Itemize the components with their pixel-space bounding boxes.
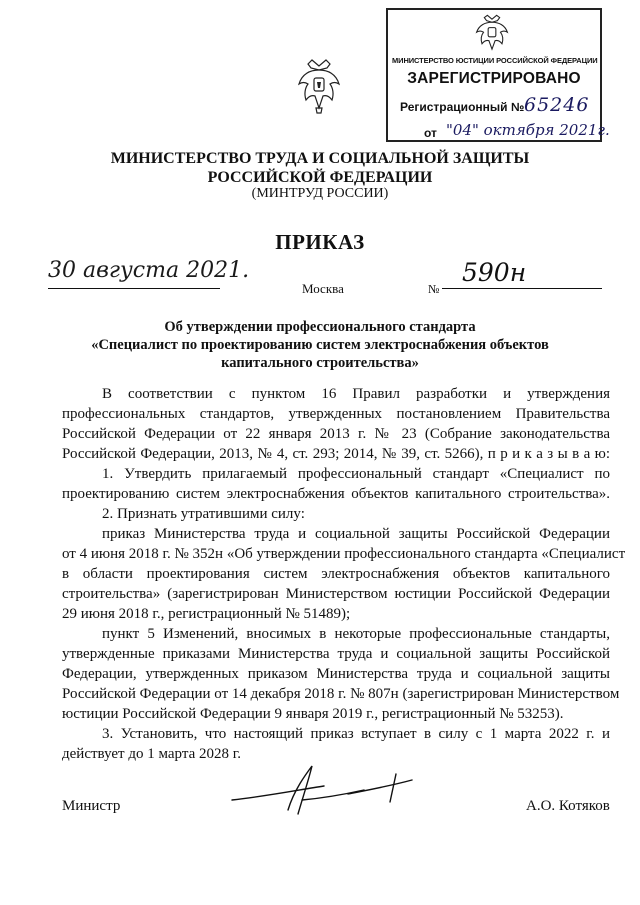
stamp-coat-of-arms-icon <box>474 13 510 53</box>
body-line: строительства» (зарегистрирован Министерством юстиции Российской Федерации <box>62 586 610 602</box>
body-line: юстиции Российской Федерации 9 января 2019 г., регистрационный № 53253). <box>62 706 564 722</box>
body-line: в области проектирования систем электроснабжения объектов капитального <box>62 566 610 582</box>
body-line: проектированию систем электроснабжения объектов капитального строительства». <box>62 486 610 502</box>
signer-role: Министр <box>62 798 121 814</box>
body-line: 29 июня 2018 г., регистрационный № 51489); <box>62 606 351 622</box>
order-number: 590н <box>462 258 527 287</box>
body-line: Российской Федерации от 14 декабря 2018 г. № 807н (зарегистрирован Министерством <box>62 686 620 702</box>
body-line: 2. Признать утратившими силу: <box>102 506 305 522</box>
body-line: Российской Федерации, 2013, № 4, ст. 293; 2014, № 39, ст. 5266), п р и к а з ы в а ю: <box>62 446 610 462</box>
body-line: В соответствии с пунктом 16 Правил разработки и утверждения <box>102 386 610 402</box>
subject-line3: капитального строительства» <box>221 355 419 371</box>
ministry-short-name: (МИНТРУД РОССИИ) <box>251 186 389 201</box>
body-line: 3. Установить, что настоящий приказ вступает в силу с 1 марта 2022 г. и <box>102 726 610 742</box>
body-line: пункт 5 Изменений, вносимых в некоторые профессиональные стандарты, <box>102 626 610 642</box>
signer-name: А.О. Котяков <box>526 798 610 814</box>
stamp-regnum-label: Регистрационный № <box>400 100 525 114</box>
body-line: Федерации, утвержденных приказом Министерства труда и социальной защиты <box>62 666 610 682</box>
stamp-regnum-value: 65246 <box>524 94 590 116</box>
stamp-ministry-name: МИНИСТЕРСТВО ЮСТИЦИИ РОССИЙСКОЙ ФЕДЕРАЦИИ <box>392 56 598 65</box>
body-line: 1. Утвердить прилагаемый профессиональный стандарт «Специалист по <box>102 466 610 482</box>
subject-line1: Об утверждении профессионального стандарта <box>164 319 476 335</box>
coat-of-arms-icon <box>296 56 342 116</box>
stamp-registered-label: ЗАРЕГИСТРИРОВАНО <box>407 70 581 87</box>
document-title: ПРИКАЗ <box>275 230 365 254</box>
stamp-date-value: "04" октября 2021г. <box>446 121 610 139</box>
number-sign: № <box>428 282 440 296</box>
order-city: Москва <box>302 281 344 296</box>
body-line: приказ Министерства труда и социальной защиты Российской Федерации <box>102 526 610 542</box>
ministry-name-line2: РОССИЙСКОЙ ФЕДЕРАЦИИ <box>207 169 433 186</box>
body-line: Российской Федерации от 22 января 2013 г. № 23 (Собрание законодательства <box>62 426 610 442</box>
body-line: действует до 1 марта 2028 г. <box>62 746 241 762</box>
ministry-name-line1: МИНИСТЕРСТВО ТРУДА И СОЦИАЛЬНОЙ ЗАЩИТЫ <box>110 150 530 167</box>
date-underline <box>48 288 220 289</box>
registration-stamp <box>386 8 610 142</box>
order-date: 30 августа 2021. <box>48 258 250 283</box>
subject-line2: «Специалист по проектированию систем электроснабжения объектов <box>91 337 549 353</box>
body-line: утвержденные приказами Министерства труда и социальной защиты Российской <box>62 646 610 662</box>
number-underline <box>442 288 602 289</box>
handwritten-signature-icon <box>228 760 418 820</box>
body-line: от 4 июня 2018 г. № 352н «Об утверждении профессионального стандарта «Специалист <box>62 546 626 562</box>
stamp-date-prefix: от <box>424 126 437 140</box>
body-line: профессиональных стандартов, утвержденных постановлением Правительства <box>62 406 610 422</box>
